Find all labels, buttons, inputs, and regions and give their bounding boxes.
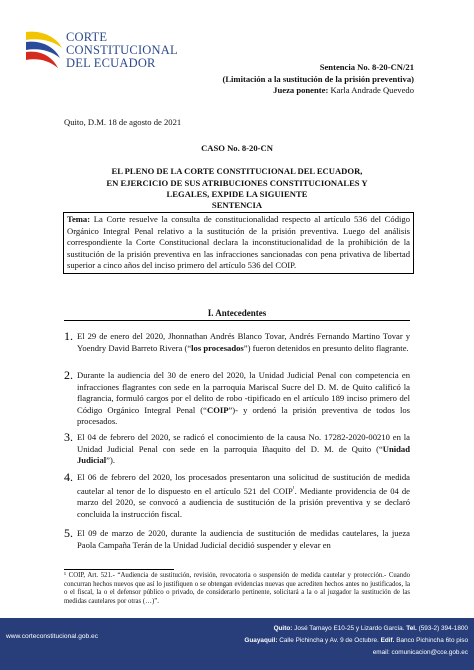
item-text-post: ”). <box>106 455 115 466</box>
footer-guayaquil-label: Guayaquil: <box>244 637 278 644</box>
item-text-pre: El 29 de enero del 2020, Jhonnathan Andrés Blanco Tovar, Andrés Fernando Martino Tovar y Yoendry David Barreto Rivera (“ <box>77 331 410 353</box>
page-footer <box>0 618 474 670</box>
item-text <box>77 528 410 551</box>
footnote: ¹ COIP, Art. 521.- “Audiencia de sustitución, revisión, revocatoria o suspensión de medida cautelar y protección.- Cuando concurran hechos nuevos que así lo justifiquen o se obtengan evidencias nuevas que acrediten hechos antes no justificados, la o el fiscal, la o el defensor público o privado, de considerarlo pertinente, solicitará a la o al juzgador la sustitución de las medidas cautelares por otras (…)”. <box>64 572 410 605</box>
item-text-bold: los procesados <box>191 342 244 353</box>
pleno-heading <box>64 166 410 201</box>
item-text-bold: COIP <box>206 404 229 415</box>
logo-text <box>66 31 178 70</box>
item-number: 3. <box>64 430 73 444</box>
tema-label: Tema: <box>67 214 91 224</box>
jueza-ponente <box>222 85 414 97</box>
pleno-line-2: EN EJERCICIO DE SUS ATRIBUCIONES CONSTITUCIONALES Y <box>106 177 368 188</box>
footnote-divider <box>64 569 174 570</box>
logo-line-2: CONSTITUCIONAL <box>66 43 178 57</box>
tema-text: La Corte resuelve la consulta de constitucionalidad respecto al artículo 536 del Código Orgánico Integral Penal relativo a la sustitución de la prisión preventiva. Luego del análisis correspondiente la Corte Constitucional declara la inconstitucionalidad de la prohibición de la sustitución de la prisión preventiva en las infracciones sancionadas con pena privativa de libertad superior a cinco años del inciso primero del artículo 536 del COIP. <box>67 214 410 271</box>
sentencia-number: Sentencia No. 8-20-CN/21 <box>319 62 414 72</box>
footer-edif-label: Edif. <box>380 637 395 644</box>
item-number: 4. <box>64 470 73 484</box>
tema-box <box>63 212 414 274</box>
logo-line-3: DEL ECUADOR <box>66 56 156 70</box>
footer-website-link[interactable]: www.corteconstitucional.gob.ec <box>6 633 98 640</box>
sentencia-subtitle: (Limitación a la sustitución de la prisión preventiva) <box>222 73 414 84</box>
item-number: 1. <box>64 329 73 343</box>
footer-quito-text: José Tamayo E10-25 y Lizardo García. <box>292 625 407 632</box>
case-number: CASO No. 8-20-CN <box>201 143 273 153</box>
item-text <box>77 370 410 428</box>
item-number: 5. <box>64 526 73 540</box>
footer-tel-label: Tel. <box>406 625 417 632</box>
jueza-name: Karla Andrade Quevedo <box>330 85 414 95</box>
item-text-pre: El 09 de marzo de 2020, durante la audiencia de sustitución de medidas cautelares, la jueza Paola Campaña Terán de la Unidad Judicial decidió suspender y elevar en <box>77 528 410 550</box>
court-emblem-icon <box>22 28 66 78</box>
item-text-pre: Durante la audiencia del 30 de enero del 2020, la Unidad Judicial Penal con competencia en infracciones flagrantes con sede en la parroquia Mariscal Sucre del D. M. de Quito calificó la flagrancia, formuló cargos por el delito de robo -tipificado en el artículo 189 inciso primero del Código Orgánico Integral Penal (“ <box>77 370 410 415</box>
item-text <box>77 331 410 354</box>
item-text-pre: El 04 de febrero del 2020, se radicó el conocimiento de la causa No. 17282-2020-00210 en la Unidad Judicial Penal con sede en la parroquia Iñaquito del D. M. de Quito (“ <box>77 432 410 454</box>
sentencia-heading: SENTENCIA <box>211 200 263 210</box>
logo-line-1: CORTE <box>66 30 108 44</box>
jueza-label: Jueza ponente: <box>273 85 329 95</box>
item-text-post: . Mediante providencia de 04 de marzo del 2020, se convocó a audiencia de sustitución de la prisión preventiva y se declaró concluida la instrucción fiscal. <box>77 485 410 519</box>
section-title: I. Antecedentes <box>207 308 267 318</box>
item-text <box>77 432 410 467</box>
footer-quito-label: Quito: <box>273 625 293 632</box>
place-date: Quito, D.M. 18 de agosto de 2021 <box>64 117 182 127</box>
pleno-line-1: EL PLENO DE LA CORTE CONSTITUCIONAL DEL ECUADOR, <box>111 166 363 176</box>
item-number: 2. <box>64 368 73 382</box>
footer-edif: Banco Pichincha 6to piso <box>394 637 468 644</box>
item-text-bold: Unidad Judicial <box>77 443 410 466</box>
footer-quito-address <box>274 625 468 632</box>
pleno-line-3: LEGALES, EXPIDE LA SIGUIENTE <box>166 189 308 199</box>
item-text-pre: El 06 de febrero del 2020, los procesados presentaron una solicitud de sustitución de medida cautelar al tenor de lo dispuesto en el artículo 521 del COIP <box>77 472 410 496</box>
footer-guayaquil-text: Calle Pichincha y Av. 9 de Octubre. <box>277 637 381 644</box>
court-logo <box>22 28 178 78</box>
footnote-ref[interactable]: ¹ <box>292 485 295 492</box>
item-text <box>77 472 410 520</box>
item-text-post: ”) fueron detenidos en presunto delito flagrante. <box>243 342 409 353</box>
item-text-post: ”)- y ordenó la prisión preventiva de todos los procesados. <box>77 404 410 427</box>
header-info <box>222 62 414 97</box>
footer-guayaquil-address <box>244 637 468 644</box>
footer-tel: (593-2) 394-1800 <box>416 625 468 632</box>
section-divider <box>64 320 410 321</box>
footer-email[interactable]: email: comunicacion@cce.gob.ec <box>372 649 468 656</box>
